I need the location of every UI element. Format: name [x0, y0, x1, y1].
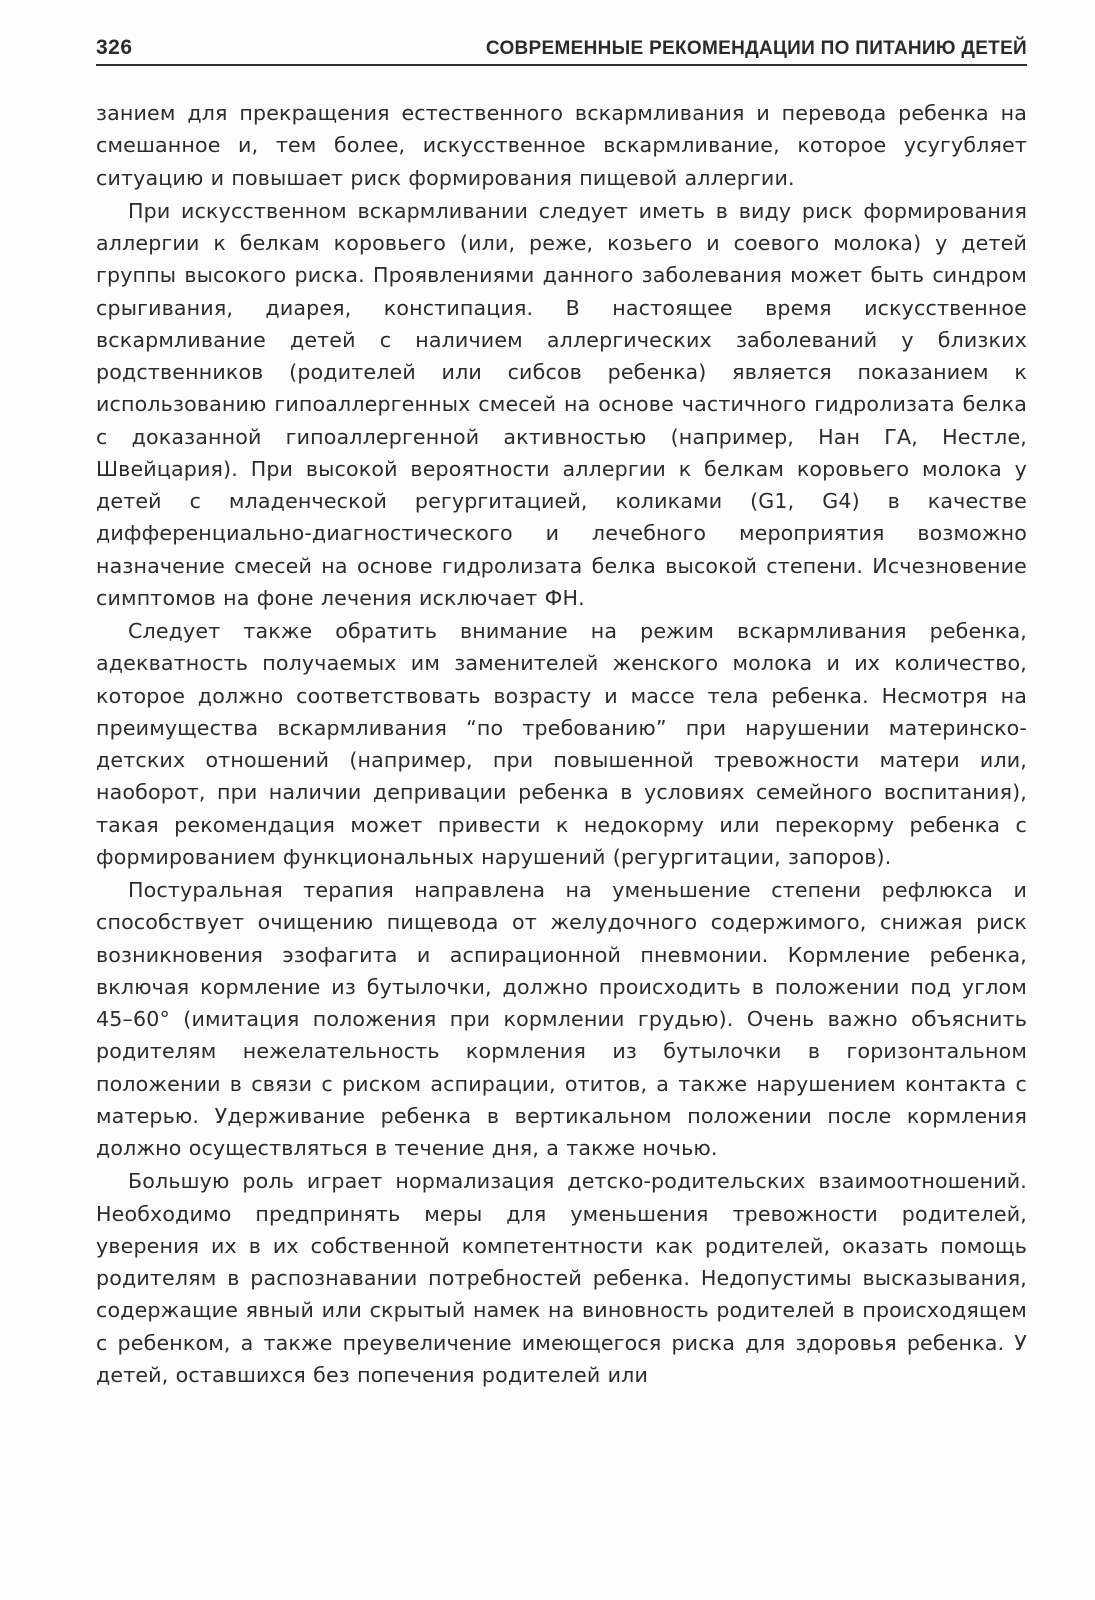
paragraph-feeding-regime: Следует также обратить внимание на режим вскармливания ребенка, адекватность получаемых им заменителей женского молока и их количество, которое должно соответствовать возрасту и массе тела ребенка. Несмотря на преимущества вскармливания “по требованию” при нарушении материнско-детских отношений (например, при повышенной тревожности матери или, наоборот, при наличии депривации ребенка в условиях семейного воспитания), такая рекомендация может привести к недокорму или перекорму ребенка с формированием функциональных нарушений (регургитации, запоров). [96, 619, 1027, 869]
paragraph-artificial-feeding: При искусственном вскармливании следует иметь в виду риск формирования аллергии к белкам коровьего (или, реже, козьего и соевого молока) у детей группы высокого риска. Проявлениями данного заболевания может быть синдром срыгивания, диарея, констипация. В настоящее время искусственное вскармливание детей с наличием аллергических заболеваний у близких родственников (родителей или сибсов ребенка) является показанием к использованию гипоаллергенных смесей на основе частичного гидролизата белка с доказанной гипоаллергенной активностью (например, Нан ГА, Нестле, Швейцария). При высокой вероятности аллергии к белкам коровьего молока у детей с младенческой регургитацией, коликами (G1, G4) в качестве дифференциально-диагностического и лечебного мероприятия возможно назначение смесей на основе гидролизата белка высокой степени. Исчезновение симптомов на фоне лечения исключает ФН. [96, 198, 1027, 610]
paragraph-postural-therapy: Постуральная терапия направлена на уменьшение степени рефлюкса и способствует очищению пищевода от желудочного содержимого, снижая риск возникновения эзофагита и аспирационной пневмонии. Кормление ребенка, включая кормление из бутылочки, должно происходить в положении под углом 45–60° (имитация положения при кормлении грудью). Очень важно объяснить родителям нежелательность кормления из бутылочки в горизонтальном положении в связи с риском аспирации, отитов, а также нарушением контакта с матерью. Удерживание ребенка в вертикальном положении после кормления должно осуществляться в течение дня, а также ночью. [96, 878, 1027, 1160]
page-number: 326 [96, 36, 133, 59]
body-text [96, 97, 1027, 1391]
chapter-title: СОВРЕМЕННЫЕ РЕКОМЕНДАЦИИ ПО ПИТАНИЮ ДЕТЕЙ [485, 38, 1027, 59]
paragraph-continuation: занием для прекращения естественного вскармливания и перевода ребенка на смешанное и, тем более, искусственное вскармливание, которое усугубляет ситуацию и повышает риск формирования пищевой аллергии. [96, 101, 1027, 190]
paragraph-parent-child-relations: Большую роль играет нормализация детско-родительских взаимоотношений. Необходимо предпринять меры для уменьшения тревожности родителей, уверения их в их собственной компетентности как родителей, оказать помощь родителям в распознавании потребностей ребенка. Недопустимы высказывания, содержащие явный или скрытый намек на виновность родителей в происходящем с ребенком, а также преувеличение имеющегося риска для здоровья ребенка. У детей, оставшихся без попечения родителей или [96, 1169, 1027, 1387]
running-header [96, 30, 1027, 66]
